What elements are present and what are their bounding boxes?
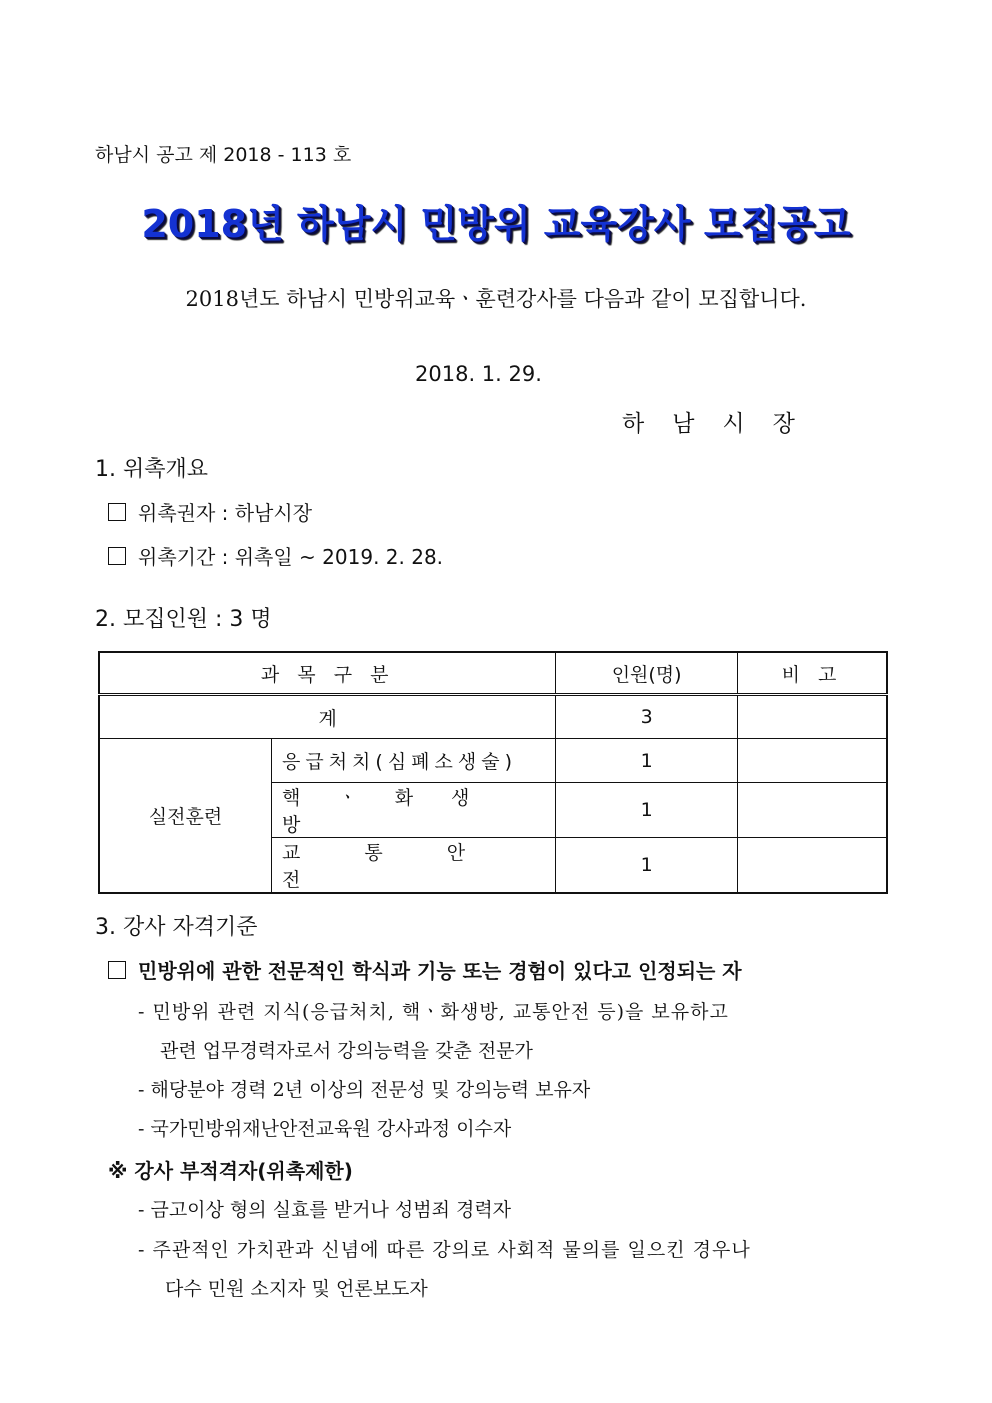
section1-item: [108, 497, 312, 526]
disqualify-item: - 주관적인 가치관과 신념에 따른 강의로 사회적 물의를 일으킨 경우나: [138, 1239, 751, 1261]
table-header-row: [99, 652, 887, 695]
recruit-table: [98, 651, 888, 894]
count-cell: 1: [556, 739, 738, 783]
header-count: 인원(명): [556, 652, 738, 695]
section1-item: [108, 541, 443, 570]
checkbox-icon: [108, 961, 126, 979]
header-subject: 과 목 구 분: [99, 652, 556, 695]
total-count: 3: [556, 695, 738, 739]
group-label: 실전훈련: [99, 739, 272, 894]
section1-heading: 1. 위촉개요: [95, 457, 208, 482]
note-cell: [737, 783, 887, 838]
notice-date: 2018. 1. 29.: [415, 362, 542, 386]
subject-cell: 핵ㆍ화생방: [272, 783, 556, 838]
section2-heading: 2. 모집인원 : 3 명: [95, 607, 272, 632]
disqualify-item: 다수 민원 소지자 및 언론보도자: [165, 1278, 428, 1300]
issuer: 하남시장: [622, 411, 823, 437]
page-title: 2018년 하남시 민방위 교육강사 모집공고: [141, 202, 851, 246]
checkbox-icon: [108, 547, 126, 565]
section3-heading: 3. 강사 자격기준: [95, 915, 258, 940]
total-note: [737, 695, 887, 739]
count-cell: 1: [556, 838, 738, 894]
total-label: 계: [99, 695, 556, 739]
disqualify-item: - 금고이상 형의 실효를 받거나 성범죄 경력자: [138, 1199, 512, 1221]
qualification-item: - 해당분야 경력 2년 이상의 전문성 및 강의능력 보유자: [138, 1079, 591, 1101]
subject-cell: 응급처치(심폐소생술): [272, 739, 556, 783]
intro-text: 2018년도 하남시 민방위교육ㆍ훈련강사를 다음과 같이 모집합니다.: [185, 287, 807, 311]
note-cell: [737, 838, 887, 894]
table-row: [99, 695, 887, 739]
count-cell: 1: [556, 783, 738, 838]
checkbox-icon: [108, 503, 126, 521]
qualification-item: - 민방위 관련 지식(응급처치, 핵ㆍ화생방, 교통안전 등)을 보유하고: [138, 1001, 729, 1023]
notice-number: 하남시 공고 제 2018 - 113 호: [95, 144, 352, 166]
note-cell: [737, 739, 887, 783]
qualification-item: 관련 업무경력자로서 강의능력을 갖춘 전문가: [160, 1040, 533, 1062]
section3-main-text: 민방위에 관한 전문적인 학식과 기능 또는 경험이 있다고 인정되는 자: [138, 959, 742, 983]
qualification-item: - 국가민방위재난안전교육원 강사과정 이수자: [138, 1118, 512, 1140]
table-row: [99, 739, 887, 783]
header-note: 비 고: [737, 652, 887, 695]
subject-cell: 교통안전: [272, 838, 556, 894]
section1-item-text: 위촉기간 : 위촉일 ~ 2019. 2. 28.: [138, 545, 444, 569]
section1-item-text: 위촉권자 : 하남시장: [138, 501, 313, 525]
disqualify-heading: ※ 강사 부적격자(위촉제한): [108, 1159, 353, 1183]
section3-main-item: [108, 955, 742, 984]
